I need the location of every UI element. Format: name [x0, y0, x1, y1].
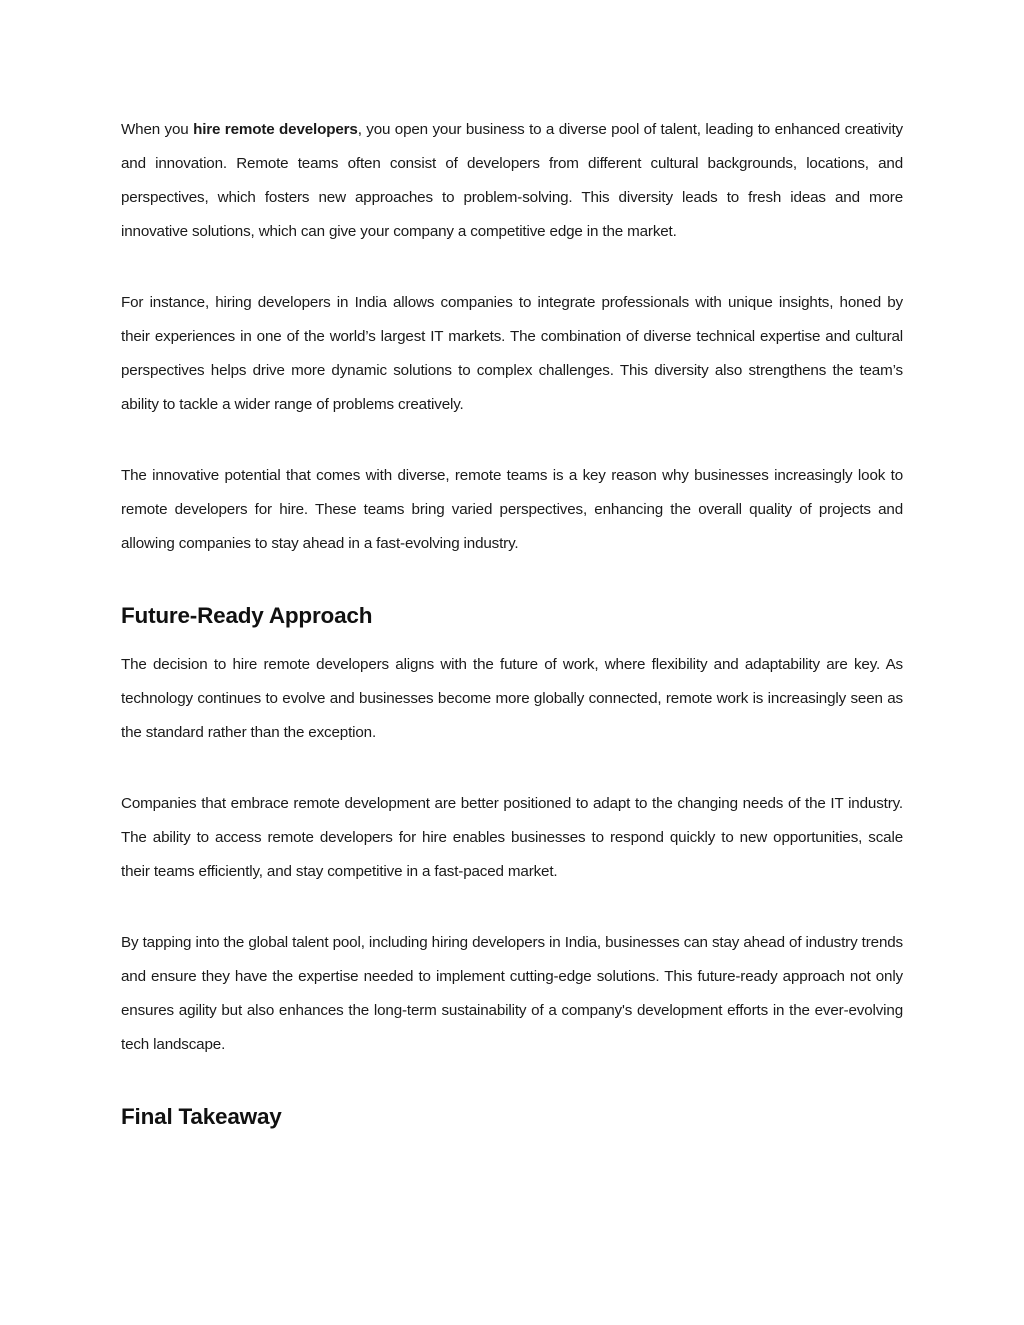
intro-paragraph-1-prefix: When you [121, 121, 194, 138]
intro-paragraph-2: For instance, hiring developers in India allows companies to integrate professionals with unique insights, honed by their experiences in one of the world’s largest IT markets. The combination of diverse technical expertise and cultural perspectives helps drive more dynamic solutions to complex challenges. This diversity also strengthens the team’s ability to tackle a wider range of problems creatively. [121, 294, 903, 413]
intro-paragraph-1 [121, 113, 903, 249]
future-paragraph-3: By tapping into the global talent pool, including hiring developers in India, businesses can stay ahead of industry trends and ensure they have the expertise needed to implement cutting-edge solutions. This future-ready approach not only ensures agility but also enhances the long-term sustainability of a company's development efforts in the ever-evolving tech landscape. [121, 934, 903, 1053]
future-paragraph-1: The decision to hire remote developers aligns with the future of work, where flexibility and adaptability are key. As technology continues to evolve and businesses become more globally connected, remote work is increasingly seen as the standard rather than the exception. [121, 656, 903, 741]
final-takeaway-heading: Final Takeaway [121, 1104, 282, 1129]
future-paragraph-2: Companies that embrace remote development are better positioned to adapt to the changing needs of the IT industry. The ability to access remote developers for hire enables businesses to respond quickly to new opportunities, scale their teams efficiently, and stay competitive in a fast-paced market. [121, 795, 903, 880]
future-ready-heading: Future-Ready Approach [121, 603, 373, 628]
document-page [121, 113, 903, 1149]
hire-remote-developers-link-text: hire remote developers [193, 121, 358, 138]
intro-paragraph-1-suffix: , you open your business to a diverse pool of talent, leading to enhanced creativity and innovation. Remote teams often consist of developers from different cultural backgrounds, locations, and perspectives, which fosters new approaches to problem-solving. This diversity leads to fresh ideas and more innovative solutions, which can give your company a competitive edge in the market. [121, 121, 903, 240]
intro-paragraph-3: The innovative potential that comes with diverse, remote teams is a key reason why businesses increasingly look to remote developers for hire. These teams bring varied perspectives, enhancing the overall quality of projects and allowing companies to stay ahead in a fast-evolving industry. [121, 467, 903, 552]
